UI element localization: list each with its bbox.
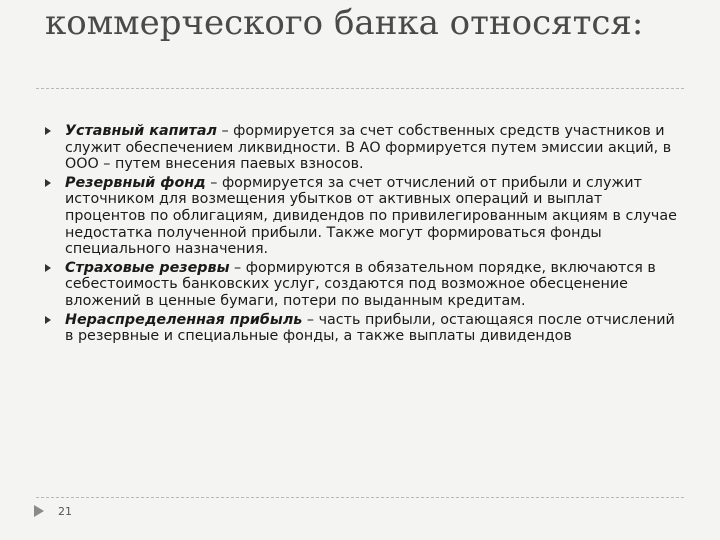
triangle-bullet-icon [45,179,51,187]
bullet-item-reserve-fund [45,175,685,258]
page-number: 21 [58,505,72,518]
bullet-item-charter-capital [45,123,685,173]
slide-title: коммерческого банка относятся: [45,3,644,43]
bullet-list [45,123,685,347]
corner-triangle-icon [34,505,44,517]
bullet-term: Резервный фонд [65,174,206,191]
bullet-text: – формируется за счет собственных средств участников и служит обеспечением ликвидности. В АО формируется путем эмиссии акций, в ООО – путем внесения паевых взносов. [65,123,672,173]
bullet-text: – часть прибыли, остающаяся после отчислений в резервные и специальные фонды, а также выплаты дивидендов [65,311,675,345]
triangle-bullet-icon [45,316,51,324]
bullet-item-insurance-reserves [45,260,685,310]
bullet-text: – формируется за счет отчислений от прибыли и служит источником для возмещения убытков от активных операций и выплат процентов по облигациям, дивидендов по привилегированным акциям в случае недостатка полученной прибыли. Также могут формироваться фонды специального назначения. [65,174,677,258]
bullet-text: – формируются в обязательном порядке, включаются в себестоимость банковских услуг, создаются под возможное обесценение вложений в ценные бумаги, потери по выданным кредитам. [65,259,656,309]
triangle-bullet-icon [45,127,51,135]
bullet-term: Нераспределенная прибыль [65,311,303,328]
bullet-term: Страховые резервы [65,259,230,276]
bottom-divider [36,497,684,498]
top-divider [36,88,684,89]
triangle-bullet-icon [45,264,51,272]
bullet-item-retained-earnings [45,312,685,345]
bullet-term: Уставный капитал [65,123,217,139]
